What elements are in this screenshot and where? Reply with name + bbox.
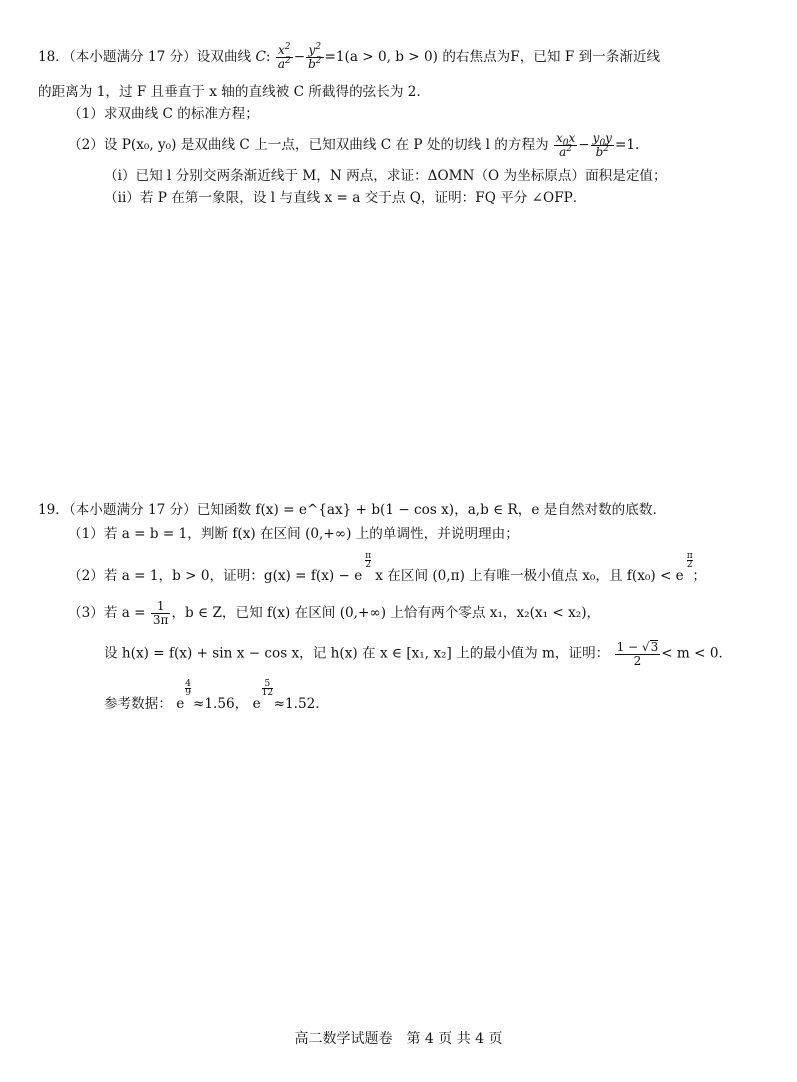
q18-frac-y: $\frac{y^2}{b^2}$ <box>308 42 322 71</box>
q19-part3 <box>68 600 600 627</box>
q19-ref-exp-5-12: e 5 12 <box>252 679 274 712</box>
q19-part1: （1）若 a = b = 1，判断 f(x) 在区间 (0,+∞) 上的单调性，并说明理由； <box>68 526 519 542</box>
q19-frac-1-3pi: $\frac{1}{3\pi}$ <box>152 599 169 627</box>
q18-eq-tail: =1(a > 0, b > 0) <box>324 49 438 65</box>
q19-part2-mid: x 在区间 (0,π) 上有唯一极小值点 x₀，且 f(x₀) < e <box>375 568 684 584</box>
q18-sub-i: （i）已知 l 分别交两条渐近线于 M，N 两点，求证：ΔOMN（O 为坐标原点）面积是定值； <box>104 168 667 184</box>
q18-colon: : <box>265 49 271 65</box>
q18-line1-post: 的右焦点为F，已知 F 到一条渐近线 <box>442 49 661 65</box>
q18-line2: 的距离为 1，过 F 且垂直于 x 轴的直线被 C 所截得的弦长为 2. <box>38 84 421 100</box>
q19-exp-pi2-a: π 2 <box>365 551 372 570</box>
page-footer: 高二数学试题卷 第 4 页 共 4 页 <box>294 1031 503 1047</box>
q18-tangent-frac1: $\frac{x_0x}{a^2}$ <box>555 131 576 159</box>
q18-line1: 18．（本小题满分 17 分）设双曲线 C: $\frac{x^2}{a^2}$ − $\frac{y^2}{b^2}$ =1(a > 0, b > 0) 的右焦点为F，已知 F 到一条渐近线 <box>38 42 661 71</box>
q19-ref <box>104 679 329 714</box>
q19-part3-pre: （3）若 a = <box>68 605 146 621</box>
q19-part3-line2-post: < m < 0． <box>661 645 733 662</box>
q19-line1: 19．（本小题满分 17 分）已知函数 f(x) = e^{ax} + b(1 − cos x)，a,b ∈ R，e 是自然对数的底数. <box>38 502 657 518</box>
q19-part2-pre: （2）若 a = 1，b > 0，证明：g(x) = f(x) − e <box>68 568 363 584</box>
q19-part3-line2 <box>104 640 732 668</box>
q19-frac-sqrt3: $\frac{1 - √3}{2}$ <box>616 640 659 668</box>
q19-part2-end: ； <box>692 568 706 584</box>
q19-exp-pi2-b: π 2 <box>686 551 693 570</box>
q18-header: 18．（本小题满分 17 分）设双曲线 <box>38 49 252 65</box>
q19-part3-line2-pre: 设 h(x) = f(x) + sin x − cos x，记 h(x) 在 x ∈ [x₁, x₂] 上的最小值为 m，证明： <box>104 645 610 662</box>
q19-part2 <box>68 551 706 586</box>
q19-ref-1: ≈1.56， <box>193 696 249 712</box>
q19-ref-exp-4-9: e 4 9 <box>176 679 192 712</box>
q19-ref-label: 参考数据： <box>104 696 172 712</box>
q18-part2-tail: =1. <box>614 137 640 153</box>
q18-frac-x: $\frac{x^2}{a^2}$ <box>277 42 291 71</box>
q18-tangent-frac2: $\frac{y_0y}{b^2}$ <box>592 131 612 159</box>
q18-part2: （2）设 P(x₀, y₀) 是双曲线 C 上一点，已知双曲线 C 在 P 处的切线 l 的方程为 $\frac{x_0x}{a^2}$ − $\frac{y_0y}{b^2}$ =1. <box>68 131 640 159</box>
q18-sub-ii: （ii）若 P 在第一象限，设 l 与直线 x = a 交于点 Q，证明：FQ 平分 ∠OFP． <box>104 190 587 206</box>
q18-curve-label: C <box>255 49 266 65</box>
q18-part1: （1）求双曲线 C 的标准方程； <box>68 106 259 122</box>
q18-part2-text: （2）设 P(x₀, y₀) 是双曲线 C 上一点，已知双曲线 C 在 P 处的切线 l 的方程为 <box>68 137 549 153</box>
q19-part3-post: ，b ∈ Z，已知 f(x) 在区间 (0,+∞) 上恰有两个零点 x₁，x₂(x₁ < x₂)， <box>171 605 601 621</box>
q19-ref-2: ≈1.52． <box>273 696 329 712</box>
